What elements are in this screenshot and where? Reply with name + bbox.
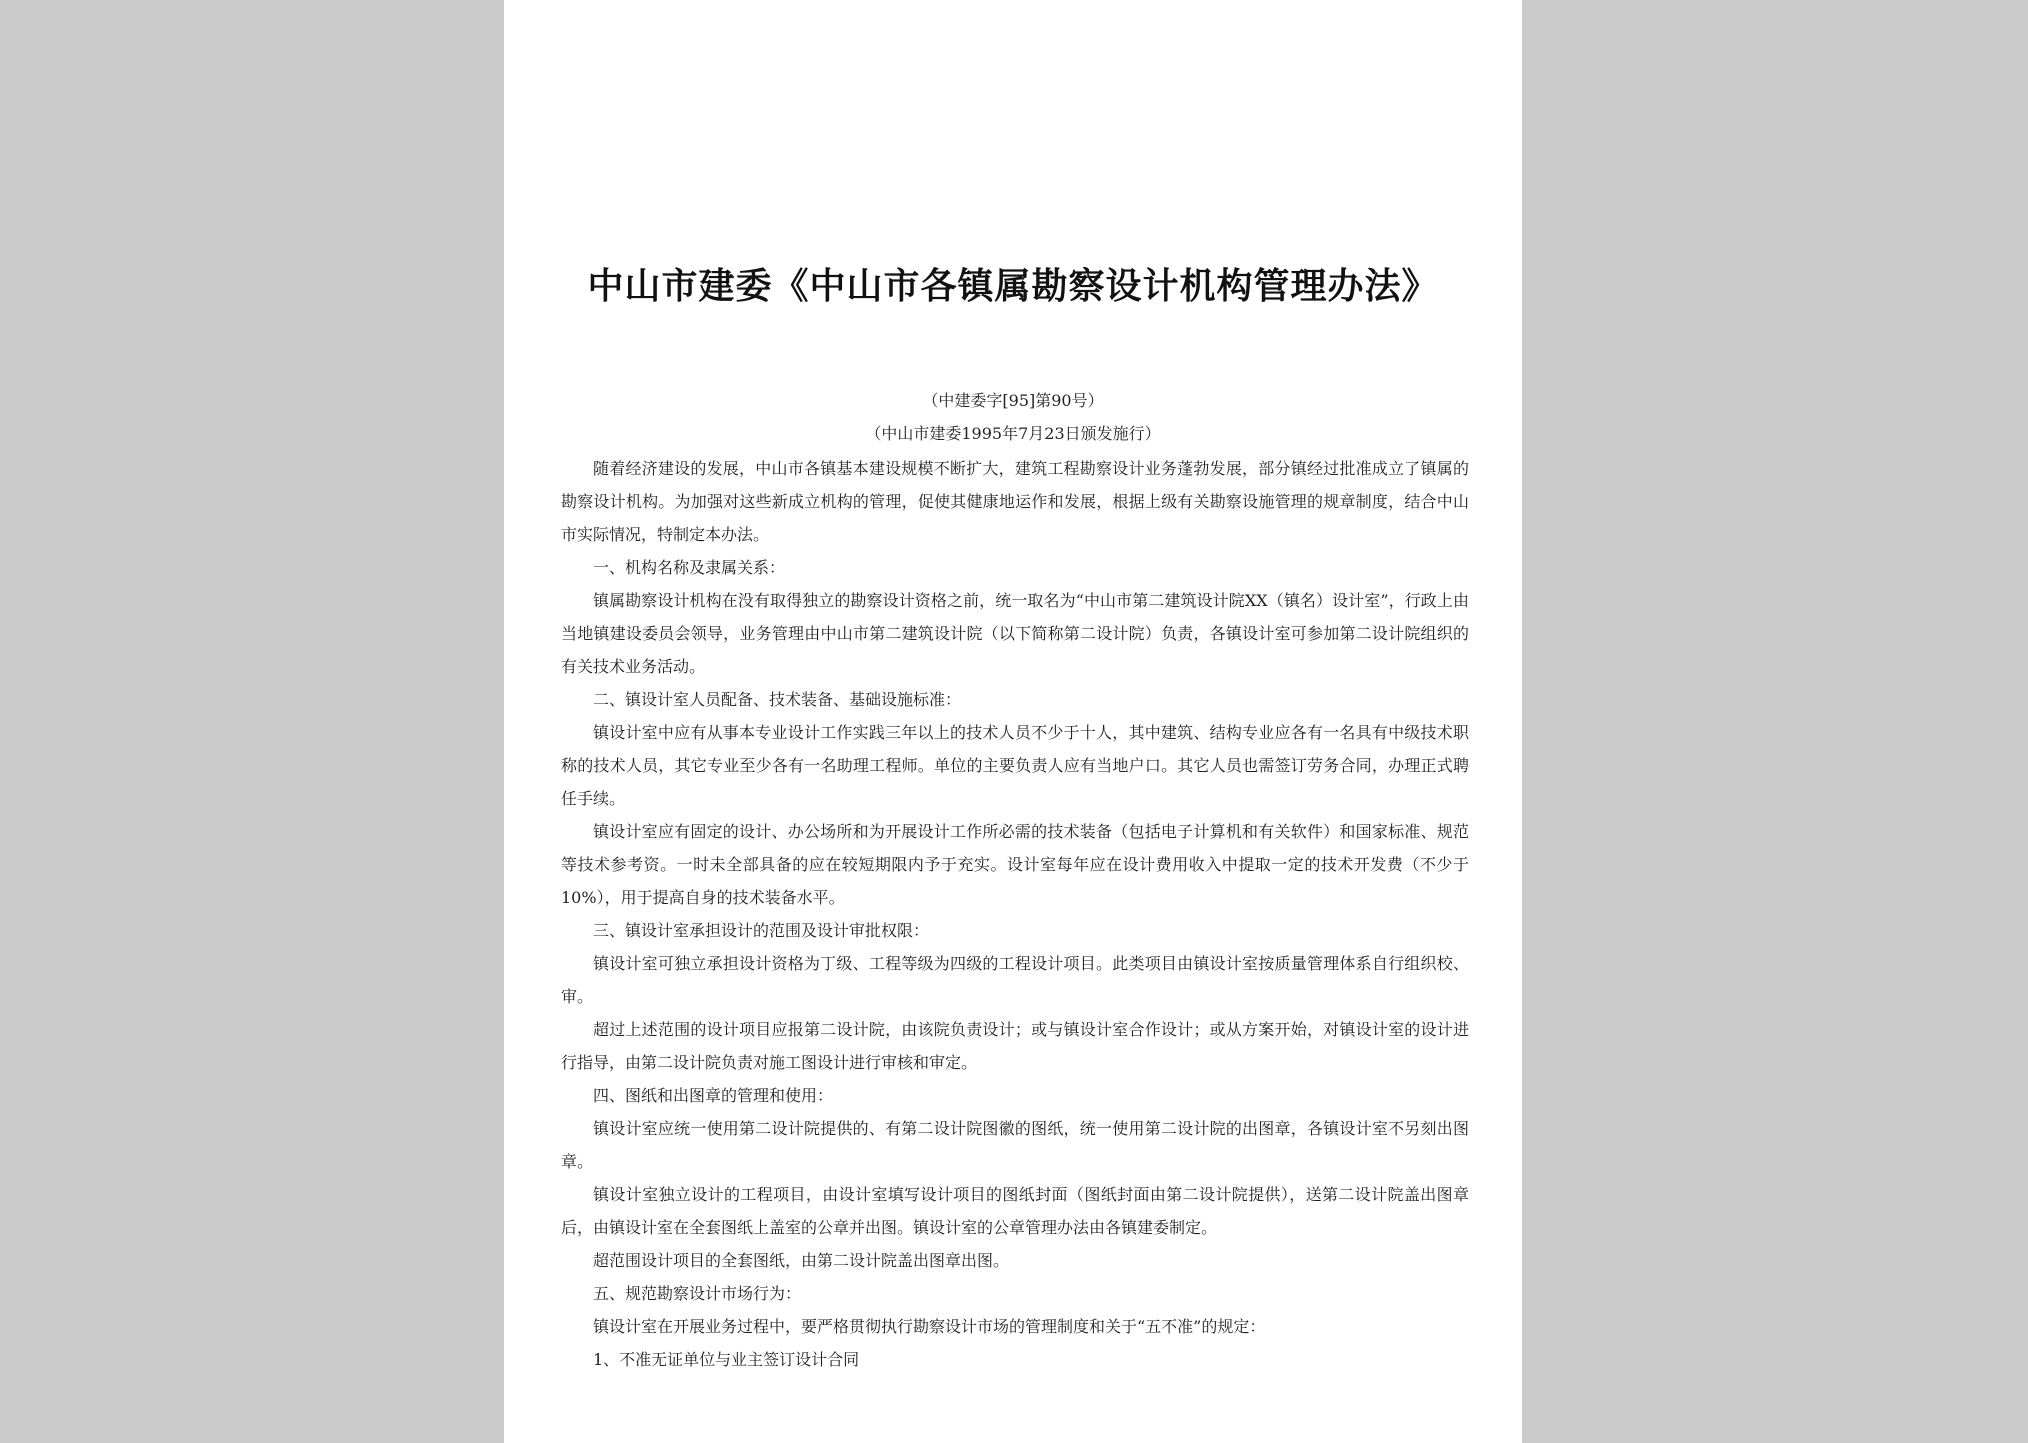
document-number: （中建委字[95]第90号） — [922, 391, 1104, 410]
paragraph: 镇设计室在开展业务过程中，要严格贯彻执行勘察设计市场的管理制度和关于“五不准”的规定： — [593, 1317, 1266, 1336]
paragraph: 镇属勘察设计机构在没有取得独立的勘察设计资格之前，统一取名为“中山市第二建筑设计院XX（镇名）设计室”，行政上由当地镇建设委员会领导，业务管理由中山市第二建筑设计院（以下简称第二设计院）负责，各镇设计室可参加第二设计院组织的有关技术业务活动。 — [561, 591, 1469, 676]
document-page — [504, 0, 1522, 1443]
paragraph: 镇设计室应统一使用第二设计院提供的、有第二设计院图徽的图纸，统一使用第二设计院的出图章，各镇设计室不另刻出图章。 — [561, 1119, 1469, 1171]
paragraph: 超范围设计项目的全套图纸，由第二设计院盖出图章出图。 — [593, 1251, 1010, 1270]
paragraph: 镇设计室应有固定的设计、办公场所和为开展设计工作所必需的技术装备（包括电子计算机和有关软件）和国家标准、规范等技术参考资。一时未全部具备的应在较短期限内予于充实。设计室每年应在设计费用收入中提取一定的技术开发费（不少于10%），用于提高自身的技术装备水平。 — [561, 822, 1469, 907]
section-heading: 五、规范勘察设计市场行为： — [593, 1284, 802, 1303]
section-heading: 二、镇设计室人员配备、技术装备、基础设施标准： — [593, 690, 962, 709]
paragraph: 超过上述范围的设计项目应报第二设计院，由该院负责设计；或与镇设计室合作设计；或从方案开始，对镇设计室的设计进行指导，由第二设计院负责对施工图设计进行审核和审定。 — [561, 1020, 1469, 1072]
section-heading: 三、镇设计室承担设计的范围及设计审批权限： — [593, 921, 930, 940]
section-heading: 四、图纸和出图章的管理和使用： — [593, 1086, 834, 1105]
document-title: 中山市建委《中山市各镇属勘察设计机构管理办法》 — [587, 266, 1439, 307]
paragraph: 随着经济建设的发展，中山市各镇基本建设规模不断扩大，建筑工程勘察设计业务蓬勃发展，部分镇经过批准成立了镇属的勘察设计机构。为加强对这些新成立机构的管理，促使其健康地运作和发展，根据上级有关勘察设施管理的规章制度，结合中山市实际情况，特制定本办法。 — [561, 459, 1469, 544]
paragraph: 镇设计室独立设计的工程项目，由设计室填写设计项目的图纸封面（图纸封面由第二设计院提供），送第二设计院盖出图章后，由镇设计室在全套图纸上盖室的公章并出图。镇设计室的公章管理办法由各镇建委制定。 — [561, 1185, 1469, 1237]
paragraph: 镇设计室中应有从事本专业设计工作实践三年以上的技术人员不少于十人，其中建筑、结构专业应各有一名具有中级技术职称的技术人员，其它专业至少各有一名助理工程师。单位的主要负责人应有当地户口。其它人员也需签订劳务合同，办理正式聘任手续。 — [561, 723, 1469, 808]
paragraph: 镇设计室可独立承担设计资格为丁级、工程等级为四级的工程设计项目。此类项目由镇设计室按质量管理体系自行组织校、审。 — [561, 954, 1469, 1006]
list-item: 1、不准无证单位与业主签订设计合同 — [593, 1350, 860, 1369]
section-heading: 一、机构名称及隶属关系： — [593, 558, 786, 577]
issue-note: （中山市建委1995年7月23日颁发施行） — [865, 424, 1161, 443]
document-body — [561, 452, 1469, 1376]
